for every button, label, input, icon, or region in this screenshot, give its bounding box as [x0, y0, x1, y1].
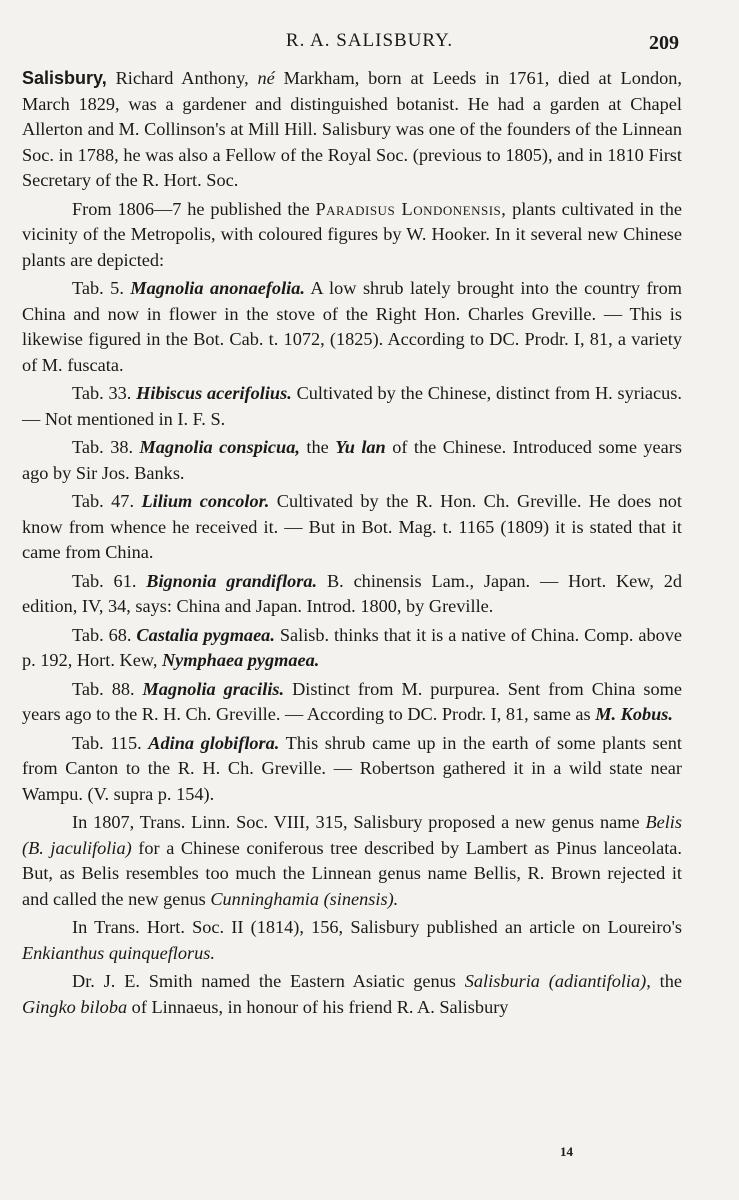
paragraph-p9	[22, 677, 682, 728]
running-head: R. A. SALISBURY.	[285, 30, 454, 51]
signature-mark: 14	[560, 1144, 573, 1159]
text-run: Tab. 88.	[72, 678, 143, 699]
text-run: Adina globiflora.	[148, 732, 280, 753]
text-run: Salisb. thinks that it is a native of China. Comp. above p. 192, Hort. Kew,	[22, 624, 682, 670]
text-run: Belis (B. jaculifolia)	[22, 812, 682, 858]
text-run: Magnolia anonaefolia.	[130, 278, 305, 298]
text-run: Richard Anthony,	[106, 68, 258, 88]
text-run: Cultivated by the R. Hon. Ch. Greville. He does not know from whence he received it. — But in Bot. Mag. t. 1165 (1809) it is stated that it came from China.	[22, 491, 682, 562]
text-run: Cultivated by the Chinese, distinct from H. syriacus. — Not mentioned in I. F. S.	[22, 383, 682, 429]
text-run: Magnolia conspicua,	[139, 437, 300, 457]
text-run: Markham, born at Leeds in 1761, died at London, March 1829, was a gardener and distinguished botanist. He had a garden at Chapel Allerton and M. Collinson's at Mill Hill. Salisbury was one of the founders of the Linnean Soc. in 1788, he was also a Fellow of the Royal Soc. (previous to 1805), and in 1810 First Secretary of the R. Hort. Soc.	[22, 68, 682, 190]
text-run: A low shrub lately brought into the country from China and now in flower in the stove of the Right Hon. Charles Greville. — This is likewise figured in the Bot. Cab. t. 1072, (1825). According to DC. Prodr. I, 81, a variety of M. fuscata.	[22, 278, 682, 375]
paragraph-p3	[22, 276, 682, 378]
text-run: Gingko biloba	[22, 996, 128, 1017]
text-run: Tab. 47.	[72, 491, 142, 511]
text-run: of the Chinese. Introduced some years ago by Sir Jos. Banks.	[22, 437, 682, 483]
text-run: From 1806—7 he published the	[72, 198, 316, 219]
text-run: Cunninghamia (sinensis).	[210, 888, 399, 909]
text-run: Tab. 115.	[72, 732, 149, 753]
text-run: for a Chinese coniferous tree described by Lambert as Pinus lanceolata. But, as Belis resembles too much the Linnean genus name Bellis, R. Brown rejected it and called the new genus	[22, 837, 682, 909]
text-run: Tab. 68.	[72, 624, 137, 645]
text-run: the	[650, 971, 682, 991]
text-run: Tab. 33.	[72, 383, 137, 403]
text-run: the	[299, 437, 336, 457]
text-run: Dr. J. E. Smith named the Eastern Asiatic genus	[72, 971, 465, 991]
paragraph-p6	[22, 489, 682, 566]
paragraph-p1	[22, 66, 682, 194]
text-run: Hibiscus acerifolius.	[136, 383, 292, 403]
text-run: Paradisus Londonensis,	[315, 198, 507, 219]
paragraph-p4	[22, 381, 682, 432]
text-run: Salisburia (adiantifolia),	[464, 971, 651, 991]
text-run: M. Kobus.	[595, 704, 673, 724]
text-run: Castalia pygmaea.	[136, 624, 275, 645]
text-run: of Linnaeus, in honour of his friend R. A. Salisbury	[127, 996, 509, 1017]
text-run: This shrub came up in the earth of some plants sent from Canton to the R. H. Ch. Greville. — Robertson gathered it in a wild state near Wampu. (V. supra p. 154).	[22, 732, 682, 804]
paragraph-p2	[22, 197, 682, 274]
text-run: In 1807, Trans. Linn. Soc. VIII, 315, Salisbury proposed a new genus name	[72, 812, 646, 832]
page-number: 209	[649, 32, 679, 54]
text-run: Yu lan	[335, 437, 386, 457]
paragraph-p13	[22, 969, 682, 1020]
paragraph-p10	[22, 731, 682, 808]
text-run: Enkianthus quinqueflorus.	[22, 942, 215, 963]
text-run: In Trans. Hort. Soc. II (1814), 156, Salisbury published an article on Loureiro's	[72, 917, 682, 937]
text-run: Tab. 61.	[72, 570, 147, 591]
text-run: plants cultivated in the vicinity of the Metropolis, with coloured figures by W. Hooker. In it several new Chinese plants are depicted:	[22, 198, 682, 270]
text-run: Lilium concolor.	[141, 491, 270, 511]
text-run: Nymphaea pygmaea.	[161, 650, 320, 670]
paragraph-p8	[22, 623, 682, 674]
paragraph-p5	[22, 435, 682, 486]
paragraph-p12	[22, 915, 682, 966]
body-text	[22, 66, 682, 1023]
text-run: B. chinensis Lam., Japan. — Hort. Kew, 2d edition, IV, 34, says: China and Japan. Introd. 1800, by Greville.	[22, 570, 683, 616]
paragraph-p11	[22, 810, 682, 912]
text-run: Distinct from M. purpurea. Sent from China some years ago to the R. H. Ch. Greville. — According to DC. Prodr. I, 81, same as	[22, 678, 682, 724]
text-run: Salisbury,	[22, 68, 107, 88]
text-run: Magnolia gracilis.	[142, 678, 285, 699]
text-run: Tab. 38.	[72, 437, 140, 457]
text-run: né	[257, 68, 275, 88]
text-run: Tab. 5.	[72, 278, 131, 298]
page-header	[0, 30, 739, 60]
paragraph-p7	[22, 569, 682, 620]
text-run: Bignonia grandiflora.	[146, 570, 318, 591]
